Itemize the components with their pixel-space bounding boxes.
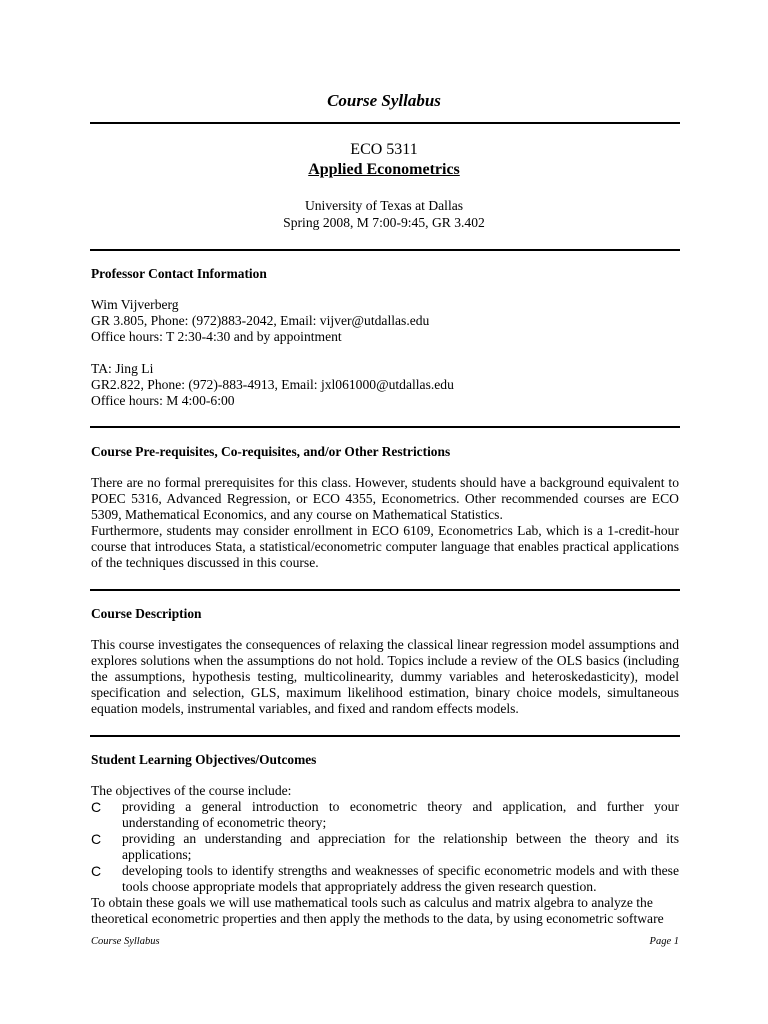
footer-left: Course Syllabus	[91, 936, 160, 947]
prerequisites-paragraph: Furthermore, students may consider enrollment in ECO 6109, Econometrics Lab, which is a 1-credit-hour course that introduces Stata, a statistical/econometric computer language that enables practical applications of the techniques discussed in this course.	[91, 523, 679, 570]
divider	[90, 249, 680, 251]
prerequisites-paragraph: There are no formal prerequisites for this class. However, students should have a background equivalent to POEC 5316, Advanced Regression, or ECO 4355, Econometrics. Other recommended courses are ECO 5309, Mathematical Economics, and any course on Mathematical Statistics.	[91, 475, 679, 522]
list-item	[91, 831, 679, 863]
description-paragraph: This course investigates the consequences of relaxing the classical linear regression model assumptions and explores solutions when the assumptions do not hold. Topics include a review of the OLS basics (including the assumptions, hypothesis testing, multicolinearity, dummy variables and heteroskedasticity), model specification and selection, GLS, maximum likelihood estimation, binary choice models, simultaneous equation models, instrumental variables, and fixed and random effects models.	[91, 637, 679, 716]
ta-name: TA: Jing Li	[91, 361, 154, 376]
course-number: ECO 5311	[350, 141, 418, 158]
professor-office-hours: Office hours: T 2:30-4:30 and by appointment	[91, 329, 342, 344]
ta-office-hours: Office hours: M 4:00-6:00	[91, 393, 235, 408]
schedule: Spring 2008, M 7:00-9:45, GR 3.402	[283, 215, 485, 230]
section-heading-objectives: Student Learning Objectives/Outcomes	[91, 752, 317, 767]
list-item	[91, 863, 679, 895]
bullet-marker: C	[91, 831, 102, 847]
divider	[90, 426, 680, 428]
section-heading-prerequisites: Course Pre-requisites, Co-requisites, and/or Other Restrictions	[91, 444, 451, 459]
ta-details: GR2.822, Phone: (972)-883-4913, Email: jxl061000@utdallas.edu	[91, 377, 454, 392]
bullet-marker: C	[91, 799, 102, 815]
divider	[90, 589, 680, 591]
objective-text: providing an understanding and appreciation for the relationship between the theory and its applications;	[122, 831, 679, 862]
section-heading-description: Course Description	[91, 606, 202, 621]
document-title: Course Syllabus	[327, 91, 441, 110]
list-item	[91, 799, 679, 831]
course-name: Applied Econometrics	[308, 161, 460, 178]
objective-text: providing a general introduction to econometric theory and application, and further your understanding of econometric theory;	[122, 799, 679, 830]
objective-text: developing tools to identify strengths and weaknesses of specific econometric models and with these tools choose appropriate models that appropriately address the given research question.	[122, 863, 679, 894]
bullet-marker: C	[91, 863, 102, 879]
page-number: Page 1	[649, 936, 679, 947]
objectives-closing: To obtain these goals we will use mathematical tools such as calculus and matrix algebra to analyze the	[91, 895, 653, 910]
professor-name: Wim Vijverberg	[91, 297, 179, 312]
objectives-intro: The objectives of the course include:	[91, 783, 292, 798]
divider	[90, 735, 680, 737]
objectives-list	[91, 799, 679, 895]
section-heading-contact: Professor Contact Information	[91, 266, 267, 281]
objectives-closing: theoretical econometric properties and then apply the methods to the data, by using econometric software	[91, 911, 664, 926]
institution: University of Texas at Dallas	[304, 198, 464, 213]
professor-details: GR 3.805, Phone: (972)883-2042, Email: vijver@utdallas.edu	[91, 313, 430, 328]
divider	[90, 122, 680, 124]
